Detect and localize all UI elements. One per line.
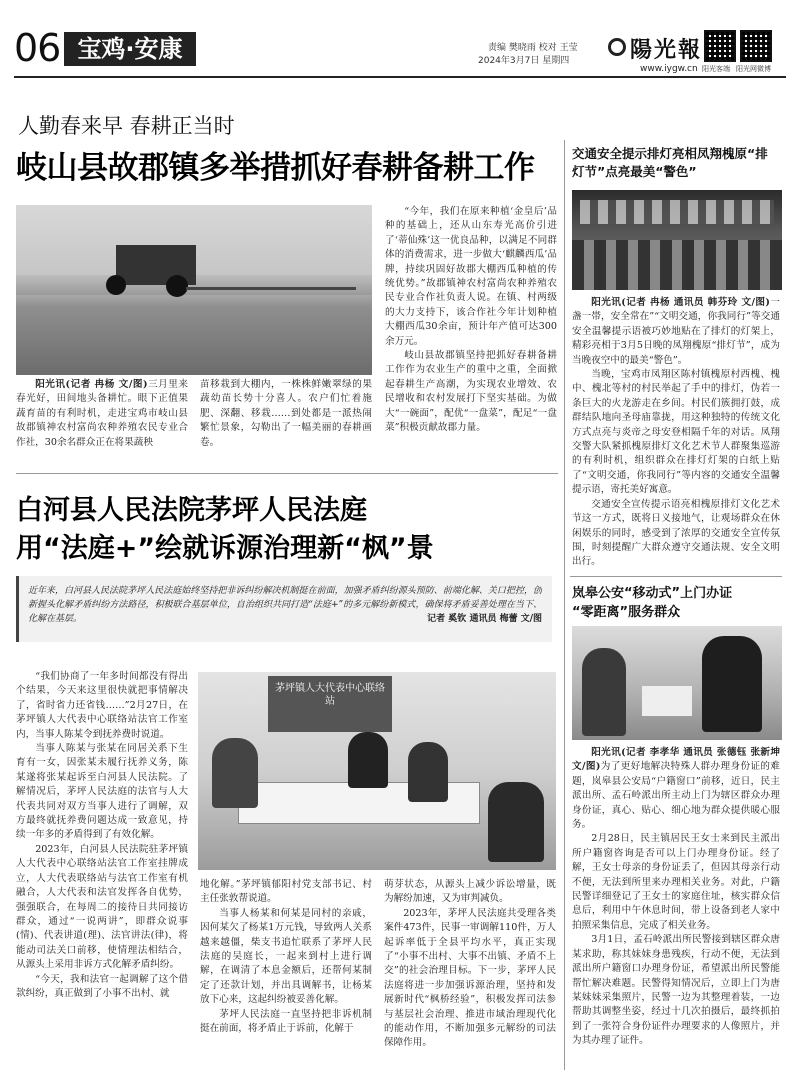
article1-col3 (385, 205, 557, 467)
farm-tractor-photo (16, 205, 372, 375)
paragraph: 当事人陈某与张某在同居关系下生育有一女，因张某未履行抚养义务，陈某遂将张某起诉至白河县人民法院。了解情况后，茅坪人民法庭的法官与人大代表共同对双方当事人进行了调解，双方最终就抚养费问题达成一致意见，持续一年多的矛盾得到了有效化解。 (16, 743, 188, 841)
paragraph: “今年，我们在原来种植‘金皇后’品种的基础上，还从山东寿光高价引进了‘蒂仙殊’这一优良品种，以满足不同群体的消费需求，进一步做大‘麒麟西瓜’品牌，持续巩固好故郡大棚西瓜种植的传统优势。”故郡镇神农村富尚农种养殖农民专业合作社负责人说。在镇、村两级的大力支持下，该合作社今年计划种植大棚西瓜30余亩，预计年产值可达300余万元。 (385, 206, 557, 347)
column-divider (564, 140, 565, 1070)
article1-col1 (16, 378, 188, 470)
lead-text (28, 584, 542, 640)
paragraph: 2023年，白河县人民法院驻茅坪镇人大代表中心联络站法官工作室挂牌成立，人大代表联络站与法官工作室有机融合，人大代表和法官发挥各自优势，强强联合，在每周二的接待日共同接访群众，通过“一说两讲”，即群众说事(情)、代表讲道(理)、法官讲法(律)，将能动司法关口前移，使情理法相结合，从源头上采用非诉方式化解矛盾纠纷。 (16, 843, 188, 971)
sidebar-headline: 交通安全提示排灯亮相凤翔槐原“排灯节”点亮最美“警色” (572, 146, 768, 179)
paragraph: 3月1日，孟石岭派出所民警接到辖区群众唐某求助，称其妹妹身患残疾，行动不便，无法到派出所户籍窗口办理身份证，希望派出所民警能帮忙解决难题。民警得知情况后，立即上门为唐某妹妹采集照片，民警一边为其整理着装，一边帮助其调整坐姿，经过十几次拍摄后，最终抓拍到了一张符合身份证件办理要求的人像照片，并为其办理了证件。 (572, 934, 780, 1047)
photo-sign: 茅坪镇人大代表中心联络站 (275, 683, 385, 707)
issue-date: 2024年3月7日 星期四 (478, 56, 570, 66)
paper-logo-icon (608, 38, 626, 56)
paragraph: 一盏一帯，安全常在”“文明交通，你我同行”等交通安全温馨提示语被巧妙地贴在了排灯的灯架上，精彩亮相于3月5日晚的凤翔槐原“排灯节”，成为当晚夜空中的最美“警色”。 (572, 297, 780, 366)
article-kicker: 人勤春来早 春耕正当时 (18, 114, 235, 138)
sidebar1-body (572, 296, 780, 568)
byline: 阳光讯(记者 李孝华 通讯员 张德钰 张新坤 文/图) (572, 747, 780, 773)
sidebar-headline: “零距离”服务群众 (572, 605, 681, 620)
sidebar-divider (570, 576, 782, 577)
byline: 阳光讯(记者 冉杨 通讯员 韩芬玲 文/图) (591, 297, 770, 308)
qr-code-icon (704, 30, 736, 62)
article2-col2 (200, 878, 372, 1074)
website-link[interactable]: www.iygw.cn (640, 64, 698, 74)
paragraph: 为了更好地解决特殊人群办理身份证的难题，岚皋县公安局“户籍窗口”前移，近日，民主派出所、孟石岭派出所主动上门为辖区群众办理身份证，真心、贴心、细心地为群众提供暖心服务。 (572, 761, 780, 831)
sidebar-headline: 岚皋公安“移动式”上门办证 (572, 586, 733, 601)
paragraph: “我们协商了一年多时间都没有得出个结果，今天来这里很快就把事情解决了，省时省力还省钱……”2月27日，在茅坪镇人大代表中心联络站法官工作室内，当事人陈某令到抚养费时说道。 (16, 671, 188, 740)
qr-label: 阳光客端 (702, 65, 730, 73)
paragraph: 苗移栽到大棚内，一株株鲜嫩翠绿的果蔬幼苗长势十分喜人。农户们忙着施肥、深翻、移栽……到处都是一派热闹繁忙景象，勾勒出了一幅美丽的春耕画卷。 (200, 379, 372, 448)
paragraph: 茅坪人民法庭一直坚持把非诉机制挺在前面，将矛盾止于诉前，化解于 (200, 1008, 372, 1035)
qr-code-icon (740, 30, 772, 62)
paragraph: 岐山县故郡镇坚持把抓好春耕备耕工作作为农业生产的重中之重，全面掀起春耕生产高潮，为实现农业增效、农民增收和农村发展打下坚实基础。为做大“一碗面”，配优“一盘菜”，配足“一盘菜”积极贡献故郡力量。 (385, 350, 557, 434)
article2-col1 (16, 670, 188, 1074)
lantern-festival-photo (572, 190, 782, 290)
article-headline: 白河县人民法院茅坪人民法庭 (16, 495, 367, 526)
qr-label: 阳光网微博 (736, 65, 771, 73)
editor-credit: 责编 樊晓雨 校对 王莹 (488, 43, 578, 53)
paper-logo: 陽光報 (630, 37, 703, 63)
paragraph: 萌芽状态，从源头上减少诉讼增量，既为解纷加速，又为审判减负。 (384, 879, 556, 905)
header-rule (14, 76, 786, 78)
paragraph: 交通安全宣传提示语亮相槐原排灯文化艺术节这一方式，既将日义接地气，让观场群众在休闲娱乐的同时，感受到了浓厚的交通安全宣传氛围，时刻提醒广大群众遵守交通法规、安全文明出行。 (572, 498, 780, 568)
byline: 阳光讯(记者 冉杨 文/图) (35, 379, 148, 390)
section-divider (16, 473, 558, 474)
article2-col3 (384, 878, 556, 1074)
paragraph: 2月28日，民主镇居民王女士来到民主派出所户籍窗咨询是否可以上门办理身份证。经了解，王女士母亲的身份证丢了，但因其母亲行动不便，无法到所里来办理相关业务。对此，户籍民警详细登记了王女士的家庭住址，核实群众信息后，利用中午休息时间，带上设备到老人家中拍照采集信息，完成了相关业务。 (572, 833, 780, 931)
paragraph: “今天，我和法官一起调解了这个借款纠纷，真正做到了小事不出村、就 (16, 973, 188, 999)
paragraph: 2023年，茅坪人民法庭共受理各类案件473件，民事一审调解110件，万人起诉率低于全县平均水平，真正实现了“小事不出村、大事不出镇、矛盾不上交”的社会治理目标。下一步，茅坪人民法庭将进一步加强诉源治理，坚持和发展新时代“枫桥经验”，积极发挥司法参与基层社会治理、推进市域治理现代化的能动作用，不断加强多元解纷的司法保障作用。 (384, 907, 556, 1049)
court-mediation-photo (198, 672, 556, 870)
article1-col2 (200, 378, 372, 470)
byline: 记者 奚钦 通讯员 梅蕾 文/图 (427, 614, 542, 624)
paragraph: 地化解。”茅坪镇郁阳村党支部书记、村主任张敦帮说道。 (200, 879, 372, 905)
sidebar2-body (572, 746, 780, 1076)
article-headline: 岐山县故郡镇多举措抓好春耕备耕工作 (16, 150, 535, 186)
paragraph: 当晚，宝鸡市凤翔区陈村镇槐原村西槐、槐中、槐北等村的村民举起了手中的排灯，伪若一条巨大的火龙游走在乡间。村民们簇拥打鼓，成群结队地向圣母庙靠拢，用这种独特的传统文化方式点亮与炎帝之母安登相隔千年的对话。凤翔交警大队紧抓槐原排灯文化艺术节人群聚集巡游的有利时机，组织群众在排灯灯架的白纸上贴了“文明交通，你我同行”等内容的交通安全温馨提示语，寄托美好寓意。 (572, 369, 780, 496)
section-banner: 宝鸡·安康 (64, 32, 196, 66)
id-photo-service-photo (572, 626, 782, 740)
paragraph: 当事人杨某和何某是同村的亲戚，因何某欠了杨某1万元钱，导致两人关系越来越僵，柴支书追忙联系了茅坪人民法庭的吴庭长，一起来到村上进行调解，在调清了本息金额后，还帮何某制定了还款计划，并出具调解书，让杨某放下心来，这起纠纷被妥善化解。 (200, 907, 372, 1006)
article-headline: 用“法庭+”绘就诉源治理新“枫”景 (16, 533, 434, 564)
paragraph: 三月里来春光好，田间地头备耕忙。眼下正值果蔬育苗的有利时机，走进宝鸡市岐山县故郡镇神农村富尚农种养殖农民专业合作社，30余名群众正在将果蔬秧 (16, 379, 188, 448)
page-number: 06 (14, 26, 61, 70)
paragraph: 近年来，白河县人民法院茅坪人民法庭始终坚持把非诉纠纷解决机制挺在前面，加强矛盾纠纷源头预防、前端化解、关口把控，创新握头化解矛盾纠纷方法路径，积极联合基层单位，自治组织共同打造“法庭+”的多元解纷新模式，确保将矛盾妥善处理在当下、化解在基层。 (28, 586, 542, 624)
